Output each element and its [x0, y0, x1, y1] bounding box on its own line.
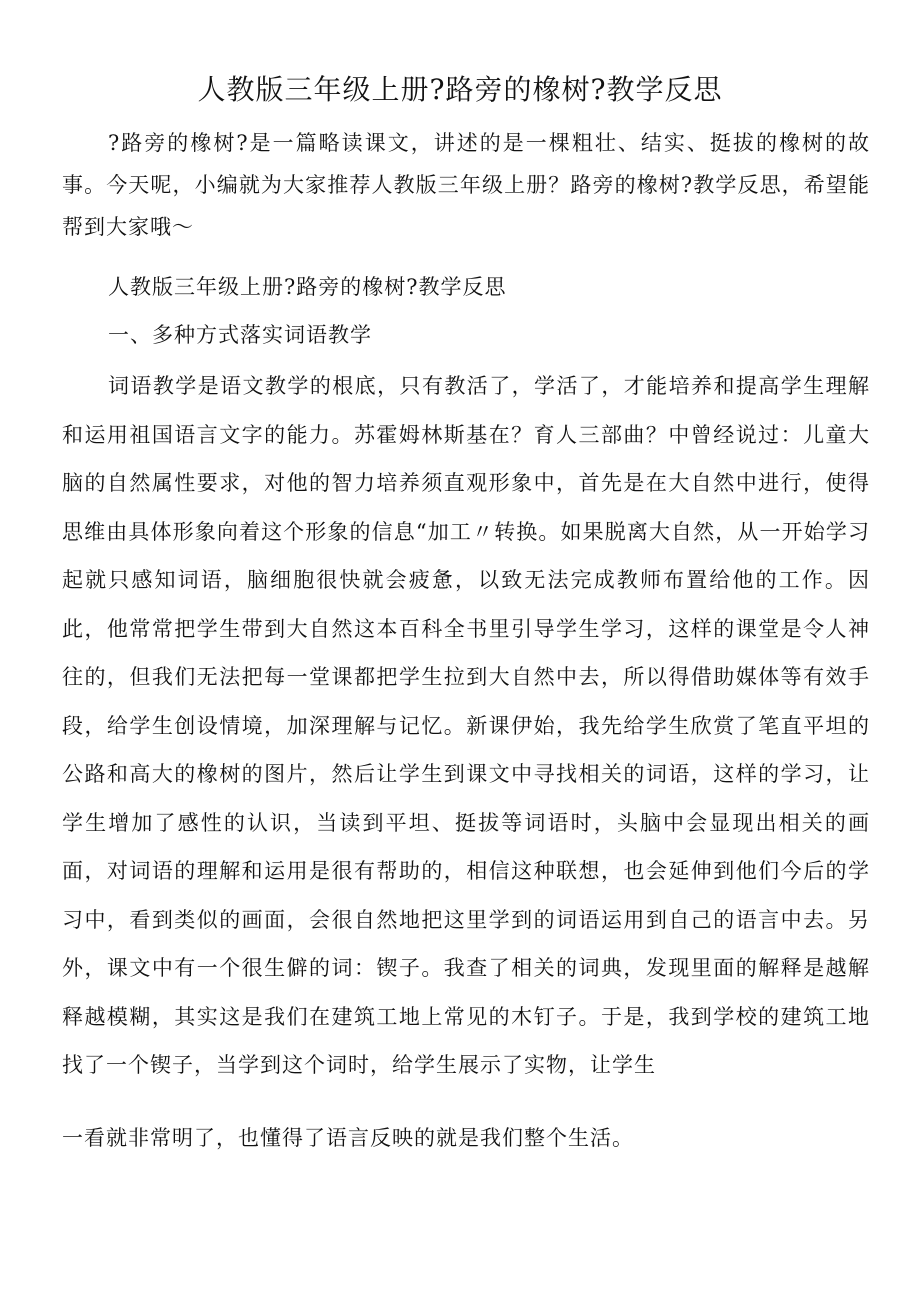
document-title: 人教版三年级上册?路旁的橡树?教学反思: [197, 73, 723, 106]
body-paragraph: 词语教学是语文教学的根底，只有教活了，学活了，才能培养和提高学生理解和运用祖国语言文字的能力。苏霍姆林斯基在？育人三部曲？中曾经说过：儿童大脑的自然属性要求，对他的智力培养须直观形象中，首先是在大自然中进行，使得思维由具体形象向着这个形象的信息“加工〃转换。如果脱离大自然，从一开始学习起就只感知词语，脑细胞很快就会疲惫，以致无法完成教师布置给他的工作。因此，他常常把学生带到大自然这本百科全书里引导学生学习，这样的课堂是令人神往的，但我们无法把每一堂课都把学生拉到大自然中去，所以得借助媒体等有效手段，给学生创设情境，加深理解与记忆。新课伊始，我先给学生欣赏了笔直平坦的公路和高大的橡树的图片，然后让学生到课文中寻找相关的词语，这样的学习，让学生增加了感性的认识，当读到平坦、挺拔等词语时，头脑中会显现出相关的画面，对词语的理解和运用是很有帮助的，相信这种联想，也会延伸到他们今后的学习中，看到类似的画面，会很自然地把这里学到的词语运用到自己的语言中去。另外，课文中有一个很生僻的词：锲子。我查了相关的词典，发现里面的解释是越解释越模糊，其实这是我们在建筑工地上常见的木钉子。于是，我到学校的建筑工地找了一个锲子，当学到这个词时，给学生展示了实物，让学生: [62, 374, 870, 1077]
closing-line: 一看就非常明了，也懂得了语言反映的就是我们整个生活。: [62, 1126, 634, 1150]
intro-paragraph: ?路旁的橡树?是一篇略读课文，讲述的是一棵粗壮、结实、挺拔的橡树的故事。今天呢，小编就为大家推荐人教版三年级上册？路旁的橡树?教学反思，希望能帮到大家哦～: [62, 131, 870, 239]
section-heading: 一、多种方式落实词语教学: [108, 323, 372, 347]
subtitle: 人教版三年级上册?路旁的橡树?教学反思: [108, 275, 507, 299]
